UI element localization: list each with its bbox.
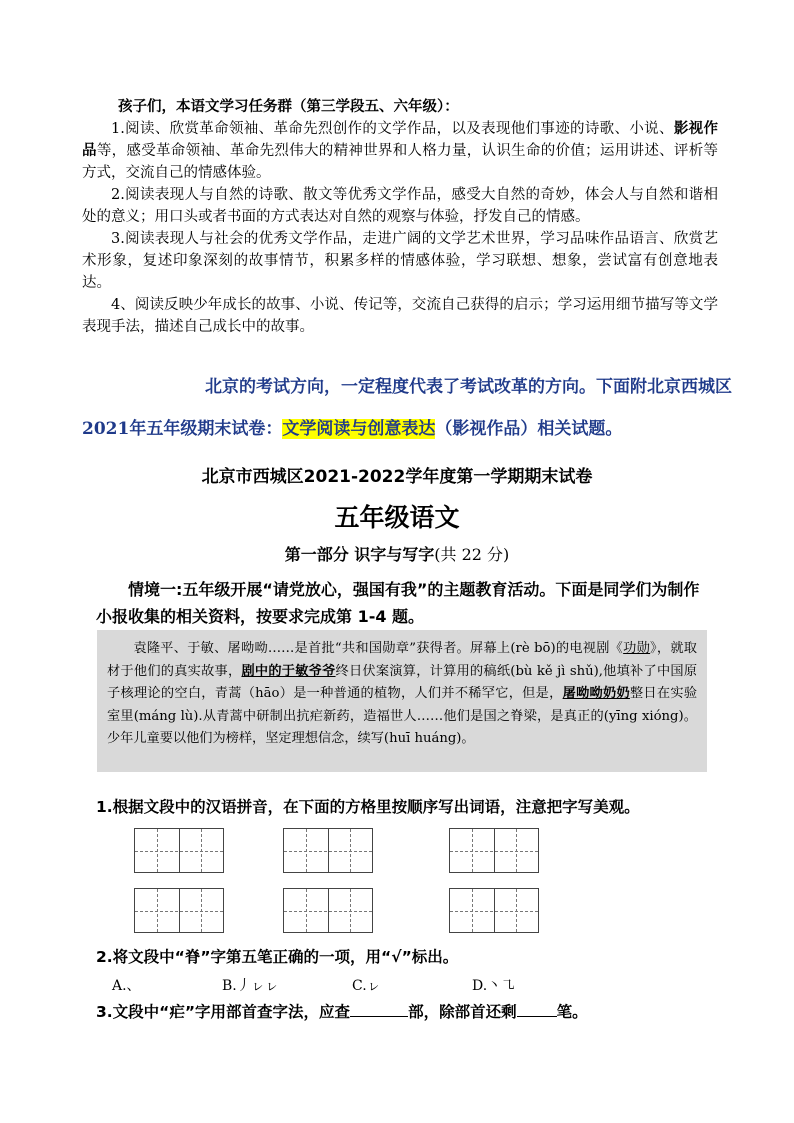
writing-grid[interactable] (449, 888, 539, 933)
question-1: 1.根据文段中的汉语拼音，在下面的方格里按顺序写出词语，注意把字写美观。 (96, 798, 640, 816)
scenario-text: 情境一:五年级开展“请党放心，强国有我”的主题教育活动。下面是同学们为制作小报收集的相关资料，按要求完成第 1-4 题。 (96, 580, 700, 626)
writing-grid[interactable] (134, 888, 224, 933)
option-d[interactable]: D.丶㇈ (472, 978, 516, 994)
note-line-1: 北京的考试方向，一定程度代表了考试改革的方向。下面附北京西城区 (205, 377, 732, 397)
writing-grid[interactable] (283, 888, 373, 933)
intro-paragraph-1: 1.阅读、欣赏革命领袖、革命先烈创作的文学作品，以及表现他们事迹的诗歌、小说、影视作品等，感受革命领袖、革命先烈伟大的精神世界和人格力量，认识生命的价值；运用讲述、评析等方式，交流自己的情感体验。 (82, 120, 719, 181)
underlined-phrase-yumin: 剧中的于敏爷爷 (241, 663, 336, 679)
option-b[interactable]: B.丿ㇾㇾ (222, 978, 279, 994)
note-line-2: 2021年五年级期末试卷：文学阅读与创意表达（影视作品）相关试题。 (82, 419, 623, 439)
writing-grid[interactable] (283, 828, 373, 873)
question-2: 2.将文段中“脊”字第五笔正确的一项，用“√”标出。 (96, 948, 459, 966)
answer-blank-radical[interactable] (350, 1016, 408, 1017)
writing-grid[interactable] (449, 828, 539, 873)
intro-paragraph-3: 3.阅读表现人与社会的优秀文学作品，走进广阔的文学艺术世界，学习品味作品语言、欣赏艺术形象，复述印象深刻的故事情节，积累多样的情感体验，学习联想、想象，尝试富有创意地表达。 (82, 231, 718, 291)
answer-blank-strokes[interactable] (517, 1016, 557, 1017)
part-title: 第一部分 识字与写字(共 22 分) (284, 545, 510, 564)
exam-title: 北京市西城区2021-2022学年度第一学期期末试卷 (201, 467, 593, 487)
writing-grid[interactable] (134, 828, 224, 873)
intro-bold-phrase: 影视作品 (82, 120, 719, 159)
question-3: 3.文段中“疟”字用部首查字法，应查 部，除部首还剩 笔。 (96, 1003, 588, 1021)
intro-section (82, 96, 718, 338)
intro-paragraph-2: 2.阅读表现人与自然的诗歌、散文等优秀文学作品，感受大自然的奇妙，体会人与自然和谐相处的意义；用口头或者书面的方式表达对自然的观察与体验，抒发自己的情感。 (82, 187, 718, 225)
option-a[interactable]: A.、 (112, 978, 141, 994)
underlined-phrase-tuyouyou: 屠呦呦奶奶 (562, 686, 630, 701)
part-score: (共 22 分) (434, 545, 510, 564)
intro-paragraph-4: 4、阅读反映少年成长的故事、小说、传记等，交流自己获得的启示；学习运用细节描写等文学表现手法，描述自己成长中的故事。 (82, 297, 718, 335)
option-c[interactable]: C.ㇾ (352, 978, 381, 994)
drama-title: 功勋 (623, 641, 651, 656)
passage-box: 袁隆平、于敏、屠呦呦……是首批“共和国勋章”获得者。屏幕上(rè bō)的电视剧《功勋》，就取材于他们的真实故事，剧中的于敏爷爷终日伏案演算，计算用的稿纸(bù kě jì shǔ),他填补了中国原子核理论的空白，青蒿（hāo）是一种普通的植物，人们并不稀罕它，但是，屠呦呦奶奶整日在实验室里(máng lù).从青蒿中研制出抗疟新药，造福世人……他们是国之脊梁，是真正的(yīng xióng)。少年儿童要以他们为榜样，坚定理想信念，续写(huī huáng)。 (97, 630, 707, 772)
grade-title: 五年级语文 (334, 503, 460, 532)
intro-heading: 孩子们，本语文学习任务群（第三学段五、六年级）： (118, 98, 459, 115)
highlighted-phrase: 文学阅读与创意表达 (282, 419, 436, 439)
